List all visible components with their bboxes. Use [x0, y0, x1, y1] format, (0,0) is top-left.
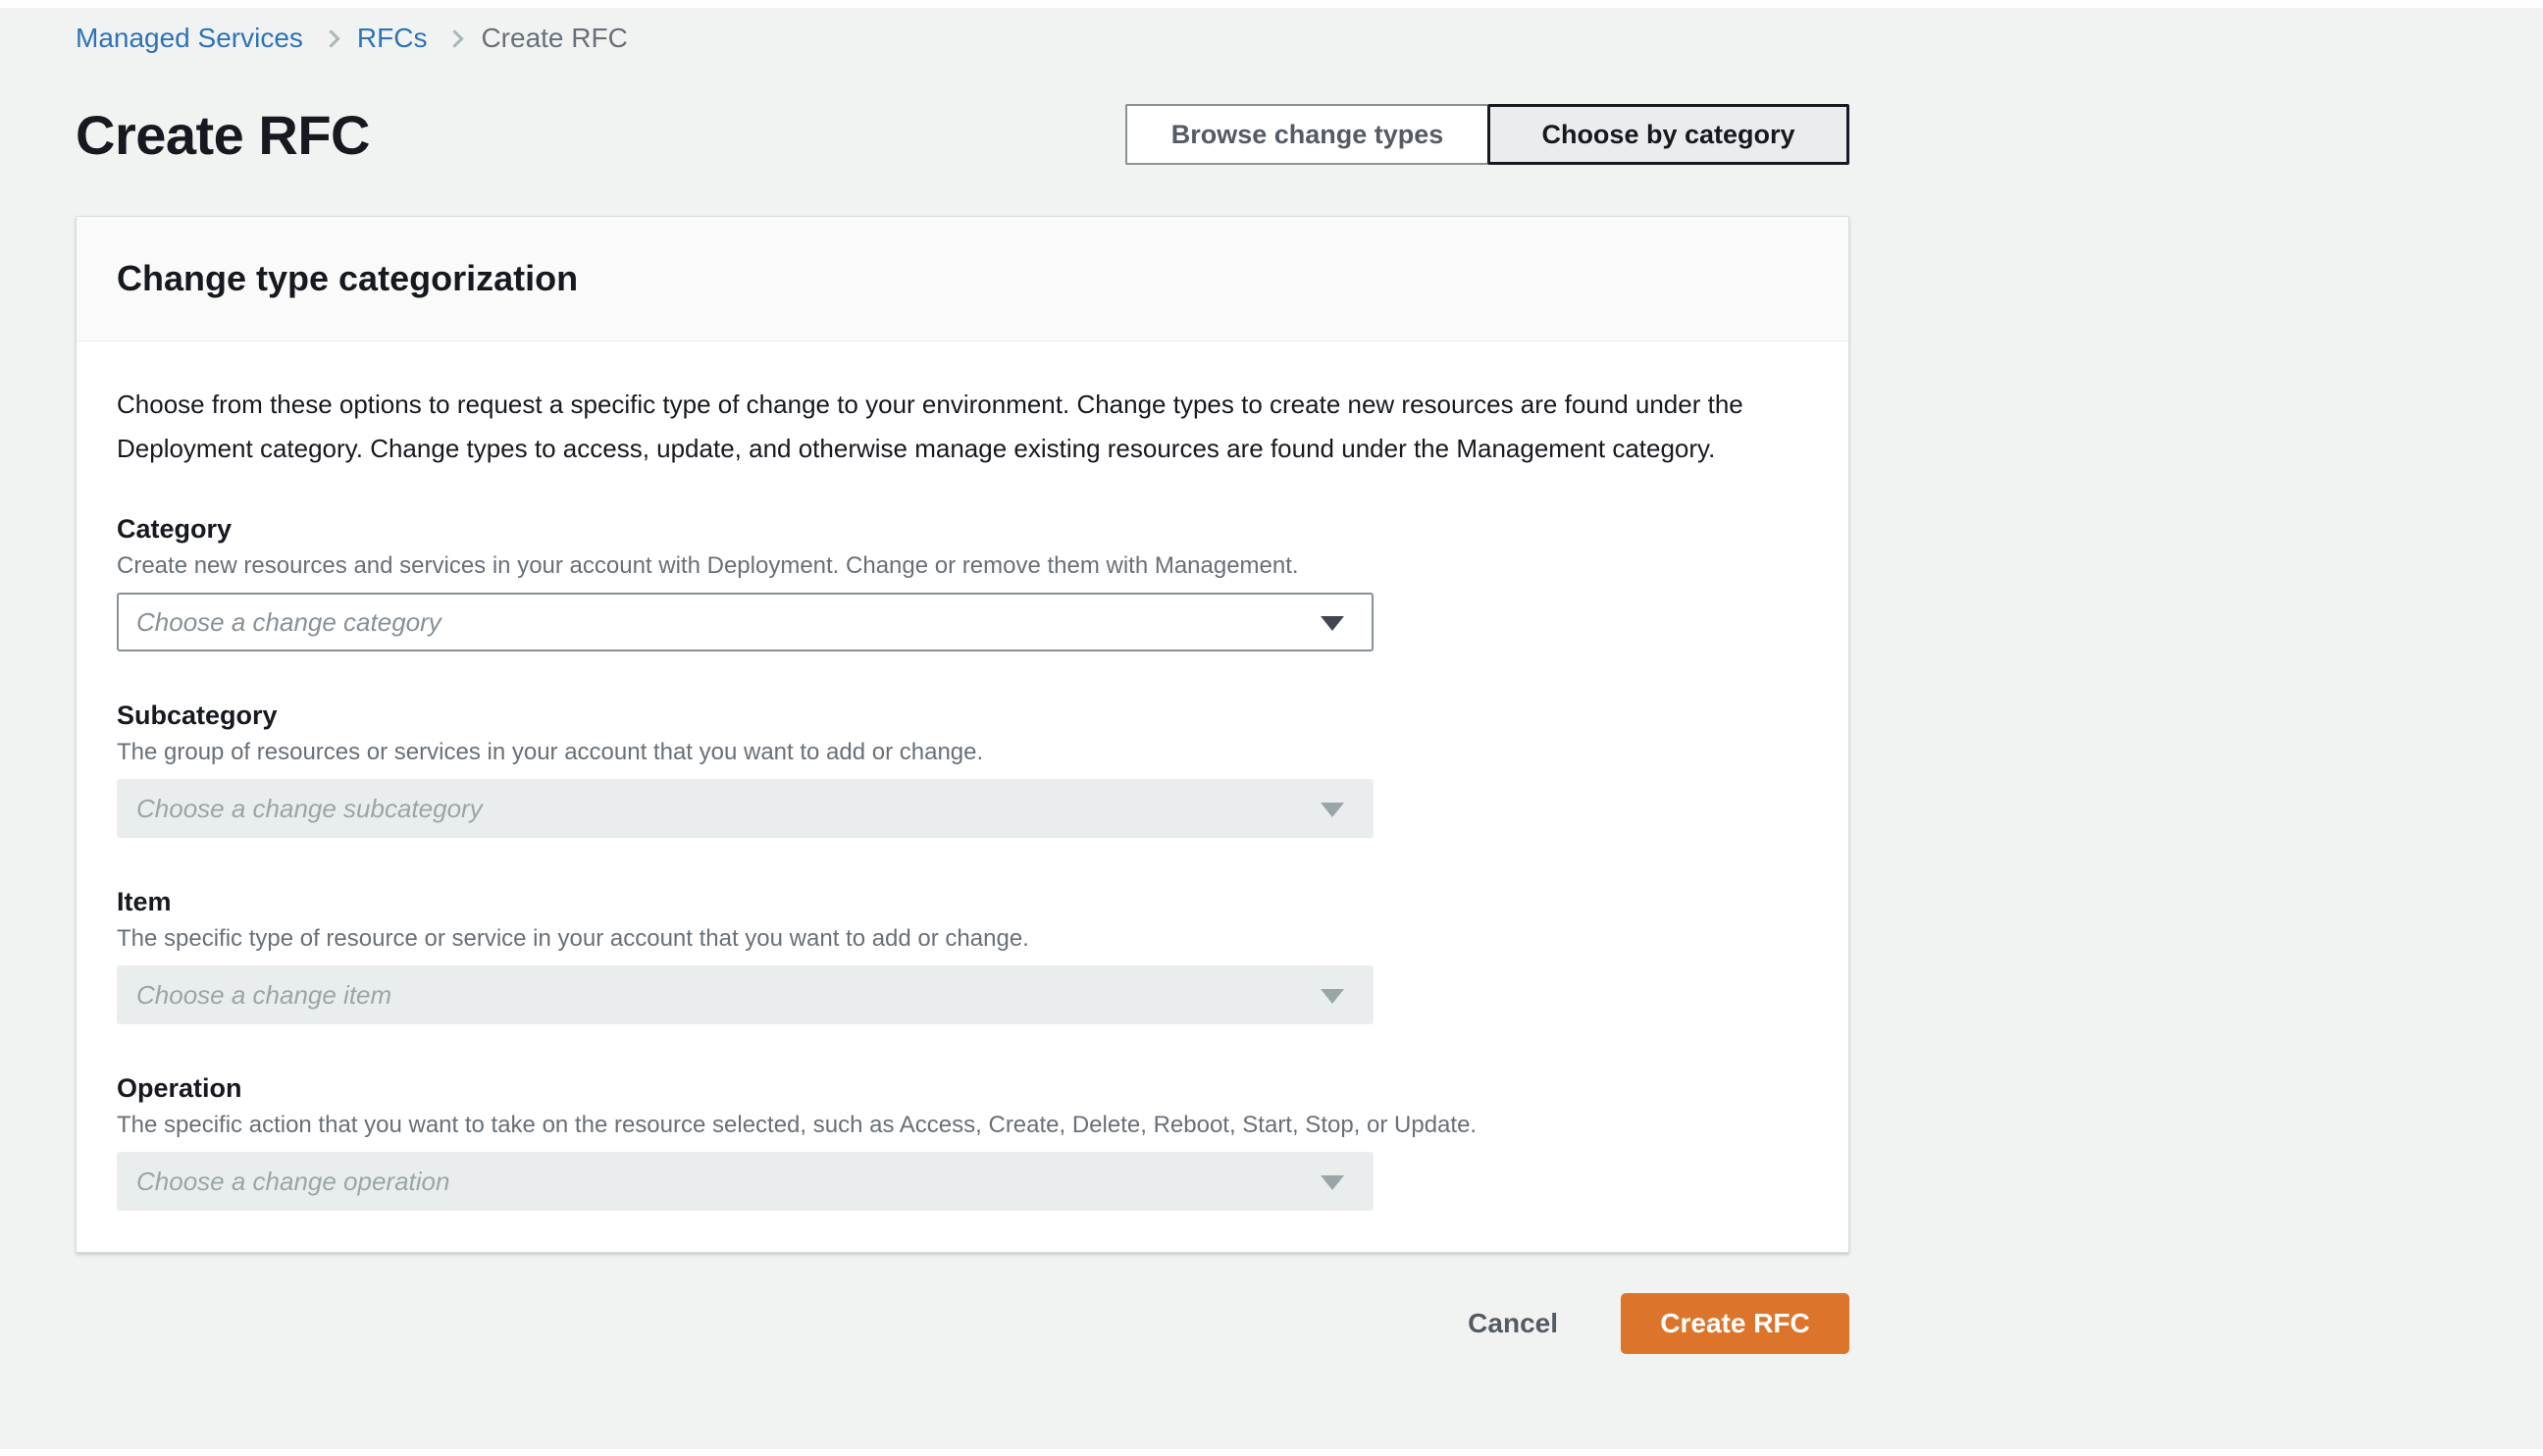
card-title: Change type categorization: [117, 258, 579, 298]
choose-by-category-button[interactable]: Choose by category: [1487, 104, 1849, 165]
breadcrumb-current: Create RFC: [481, 23, 628, 53]
category-field: [117, 512, 1808, 651]
operation-field: [117, 1071, 1808, 1211]
subcategory-description: The group of resources or services in your account that you want to add or change.: [117, 739, 984, 765]
page-title: Create RFC: [76, 103, 370, 166]
view-toggle-group: [1125, 104, 1849, 165]
caret-down-icon: [1321, 1175, 1344, 1190]
caret-down-icon: [1321, 803, 1344, 817]
form-actions: [76, 1293, 1849, 1354]
category-label: Category: [117, 514, 233, 544]
category-description: Create new resources and services in your account with Deployment. Change or remove them with Management.: [117, 552, 1299, 579]
change-type-categorization-card: [76, 216, 1849, 1253]
category-select-placeholder: Choose a change category: [136, 606, 441, 637]
card-header: [77, 217, 1848, 341]
chevron-right-icon: [322, 29, 339, 47]
browse-change-types-button[interactable]: Browse change types: [1125, 104, 1487, 165]
item-description: The specific type of resource or service in your account that you want to add or change.: [117, 925, 1029, 952]
cancel-button[interactable]: Cancel: [1468, 1308, 1558, 1338]
item-select: [117, 965, 1374, 1024]
operation-description: The specific action that you want to take on the resource selected, such as Access, Create, Delete, Reboot, Start, Stop, or Update.: [117, 1112, 1478, 1138]
operation-select: [117, 1152, 1374, 1211]
caret-down-icon: [1321, 616, 1344, 631]
page-content: [76, 0, 1849, 1354]
breadcrumb-rfcs[interactable]: RFCs: [356, 23, 428, 53]
subcategory-select: [117, 779, 1374, 838]
page-header: [76, 104, 1849, 165]
item-field: [117, 885, 1808, 1024]
create-rfc-button[interactable]: Create RFC: [1621, 1293, 1849, 1354]
operation-select-placeholder: Choose a change operation: [136, 1166, 450, 1196]
window-bottom-strip: [0, 1449, 2543, 1456]
item-label: Item: [117, 887, 172, 916]
operation-label: Operation: [117, 1073, 242, 1103]
subcategory-select-placeholder: Choose a change subcategory: [136, 793, 483, 823]
subcategory-field: [117, 699, 1808, 838]
card-intro-text: Choose from these options to request a specific type of change to your environment. Change types to create new resources are found under the Deployment category. Change types to access, update, and otherwise manage existing resources are found under the Management category.: [117, 390, 1743, 463]
card-body: [77, 341, 1848, 1252]
breadcrumb-managed-services[interactable]: Managed Services: [76, 23, 303, 53]
chevron-right-icon: [446, 29, 464, 47]
category-select[interactable]: [117, 593, 1374, 651]
caret-down-icon: [1321, 989, 1344, 1004]
subcategory-label: Subcategory: [117, 701, 278, 730]
breadcrumb: [76, 23, 1849, 54]
item-select-placeholder: Choose a change item: [136, 979, 392, 1010]
